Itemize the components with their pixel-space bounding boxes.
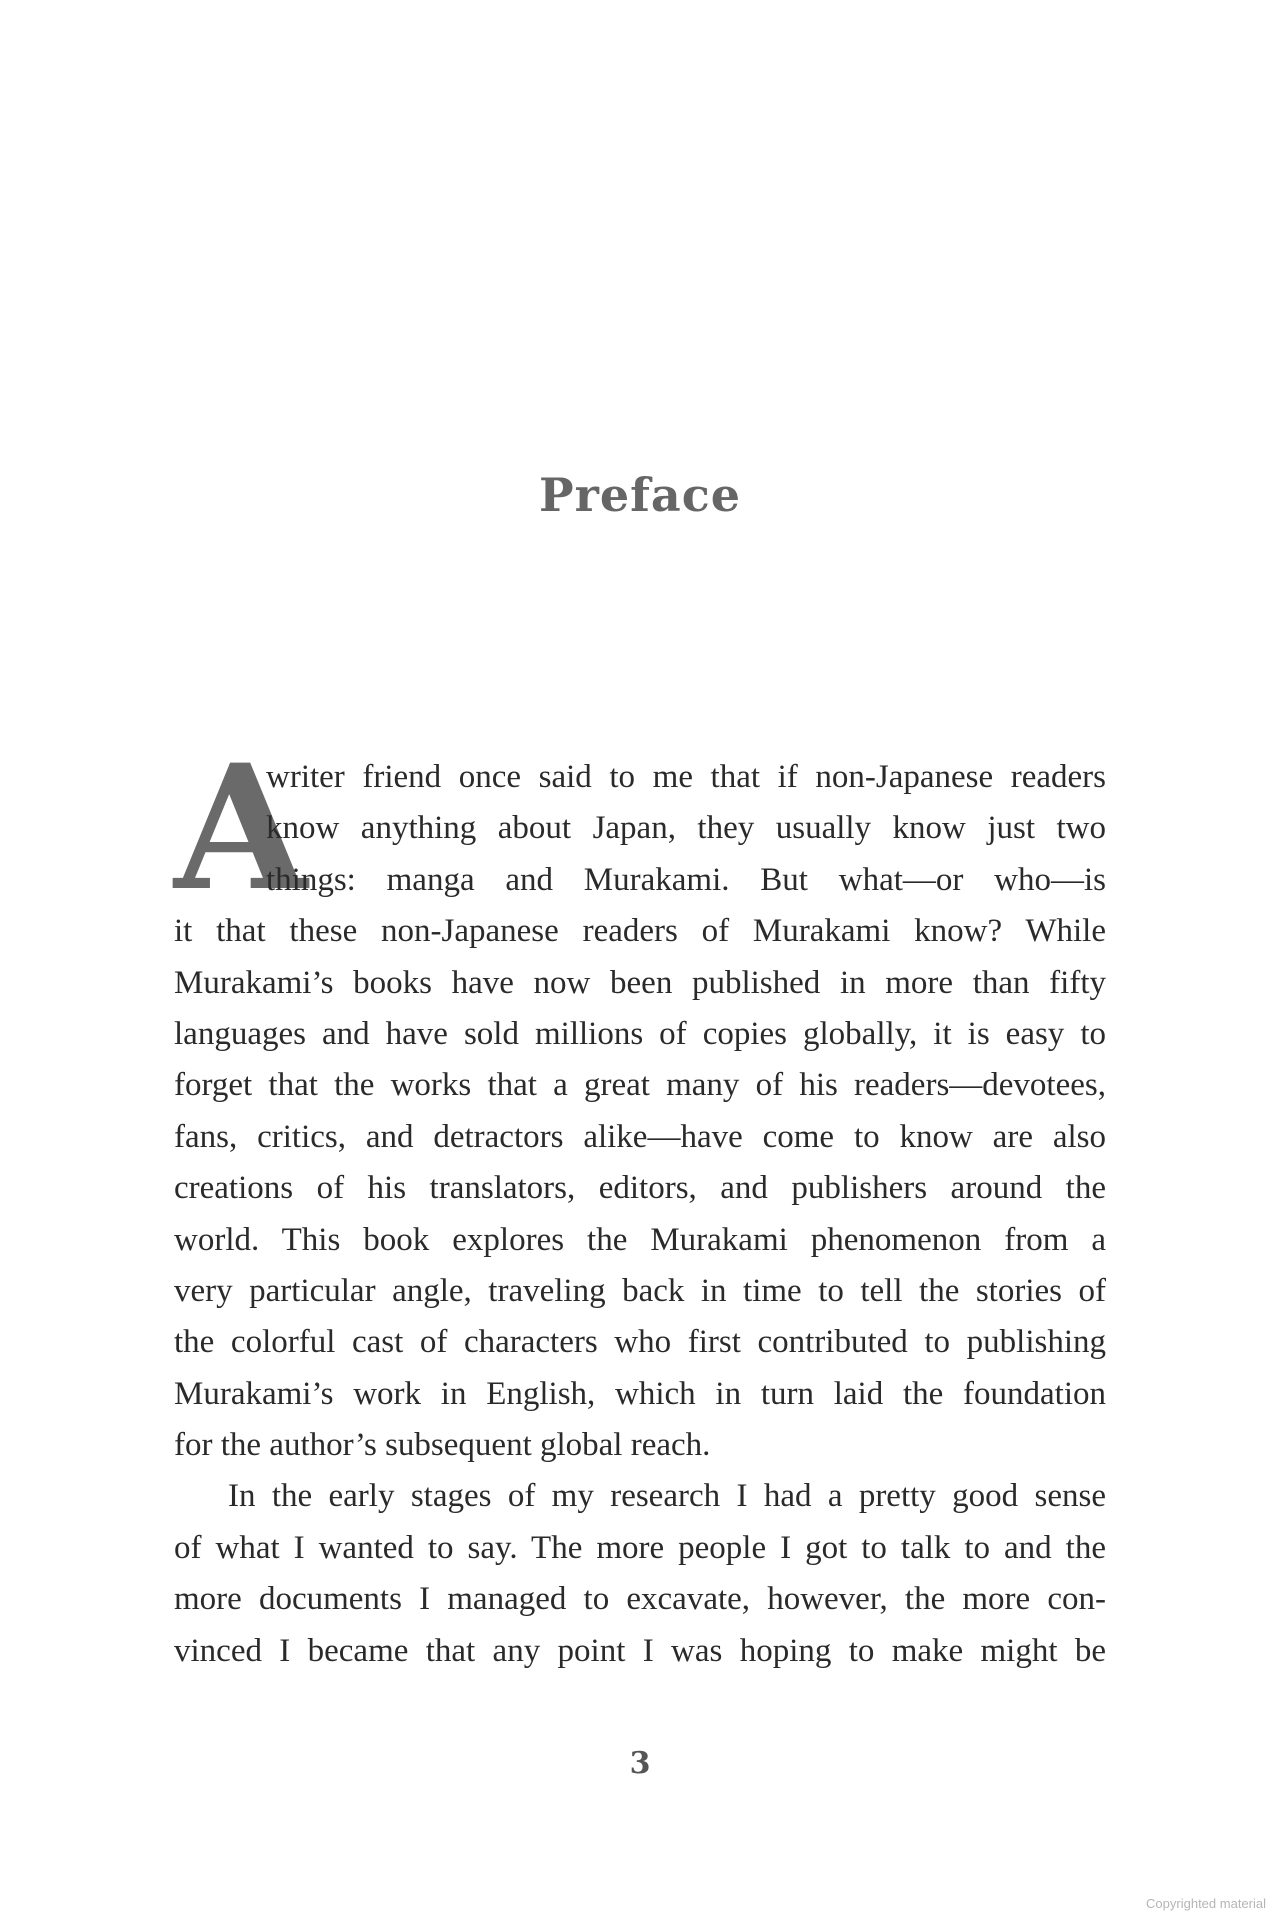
text-line: for the author’s subsequent global reach. [174,1427,711,1464]
body-text [174,726,1106,1677]
text-line: creations of his translators, editors, and publishers around the [174,1170,1106,1207]
text-line: fans, critics, and detractors alike—have come to know are also [174,1118,1106,1155]
text-line: things: manga and Murakami. But what—or who—is [266,861,1106,898]
text-line: forget that the works that a great many of his readers—devotees, [174,1067,1106,1104]
text-line: of what I wanted to say. The more people I got to talk to and the [174,1529,1106,1566]
text-line: more documents I managed to excavate, however, the more con- [174,1581,1106,1618]
page-number: 3 [629,1746,651,1781]
text-line: Murakami’s work in English, which in turn laid the foundation [174,1375,1106,1412]
text-line: the colorful cast of characters who first contributed to publishing [174,1324,1106,1361]
drop-cap-letter: A [174,726,308,929]
text-line: know anything about Japan, they usually know just two [266,810,1106,847]
paragraph-1 [174,726,1106,1471]
text-line: In the early stages of my research I had a pretty good sense [228,1478,1106,1515]
text-line: writer friend once said to me that if non-Japanese readers [266,759,1106,795]
chapter-title: Preface [539,468,741,522]
text-line: it that these non-Japanese readers of Murakami know? While [174,913,1106,950]
text-line: vinced I became that any point I was hoping to make might be [174,1632,1106,1669]
copyright-note: Copyrighted material [1146,1896,1266,1911]
text-line: languages and have sold millions of copies globally, it is easy to [174,1015,1106,1052]
text-line: Murakami’s books have now been published in more than fifty [174,964,1106,1001]
paragraph-2 [174,1471,1106,1677]
text-line: world. This book explores the Murakami phenomenon from a [174,1221,1106,1258]
text-line: very particular angle, traveling back in time to tell the stories of [174,1272,1106,1309]
